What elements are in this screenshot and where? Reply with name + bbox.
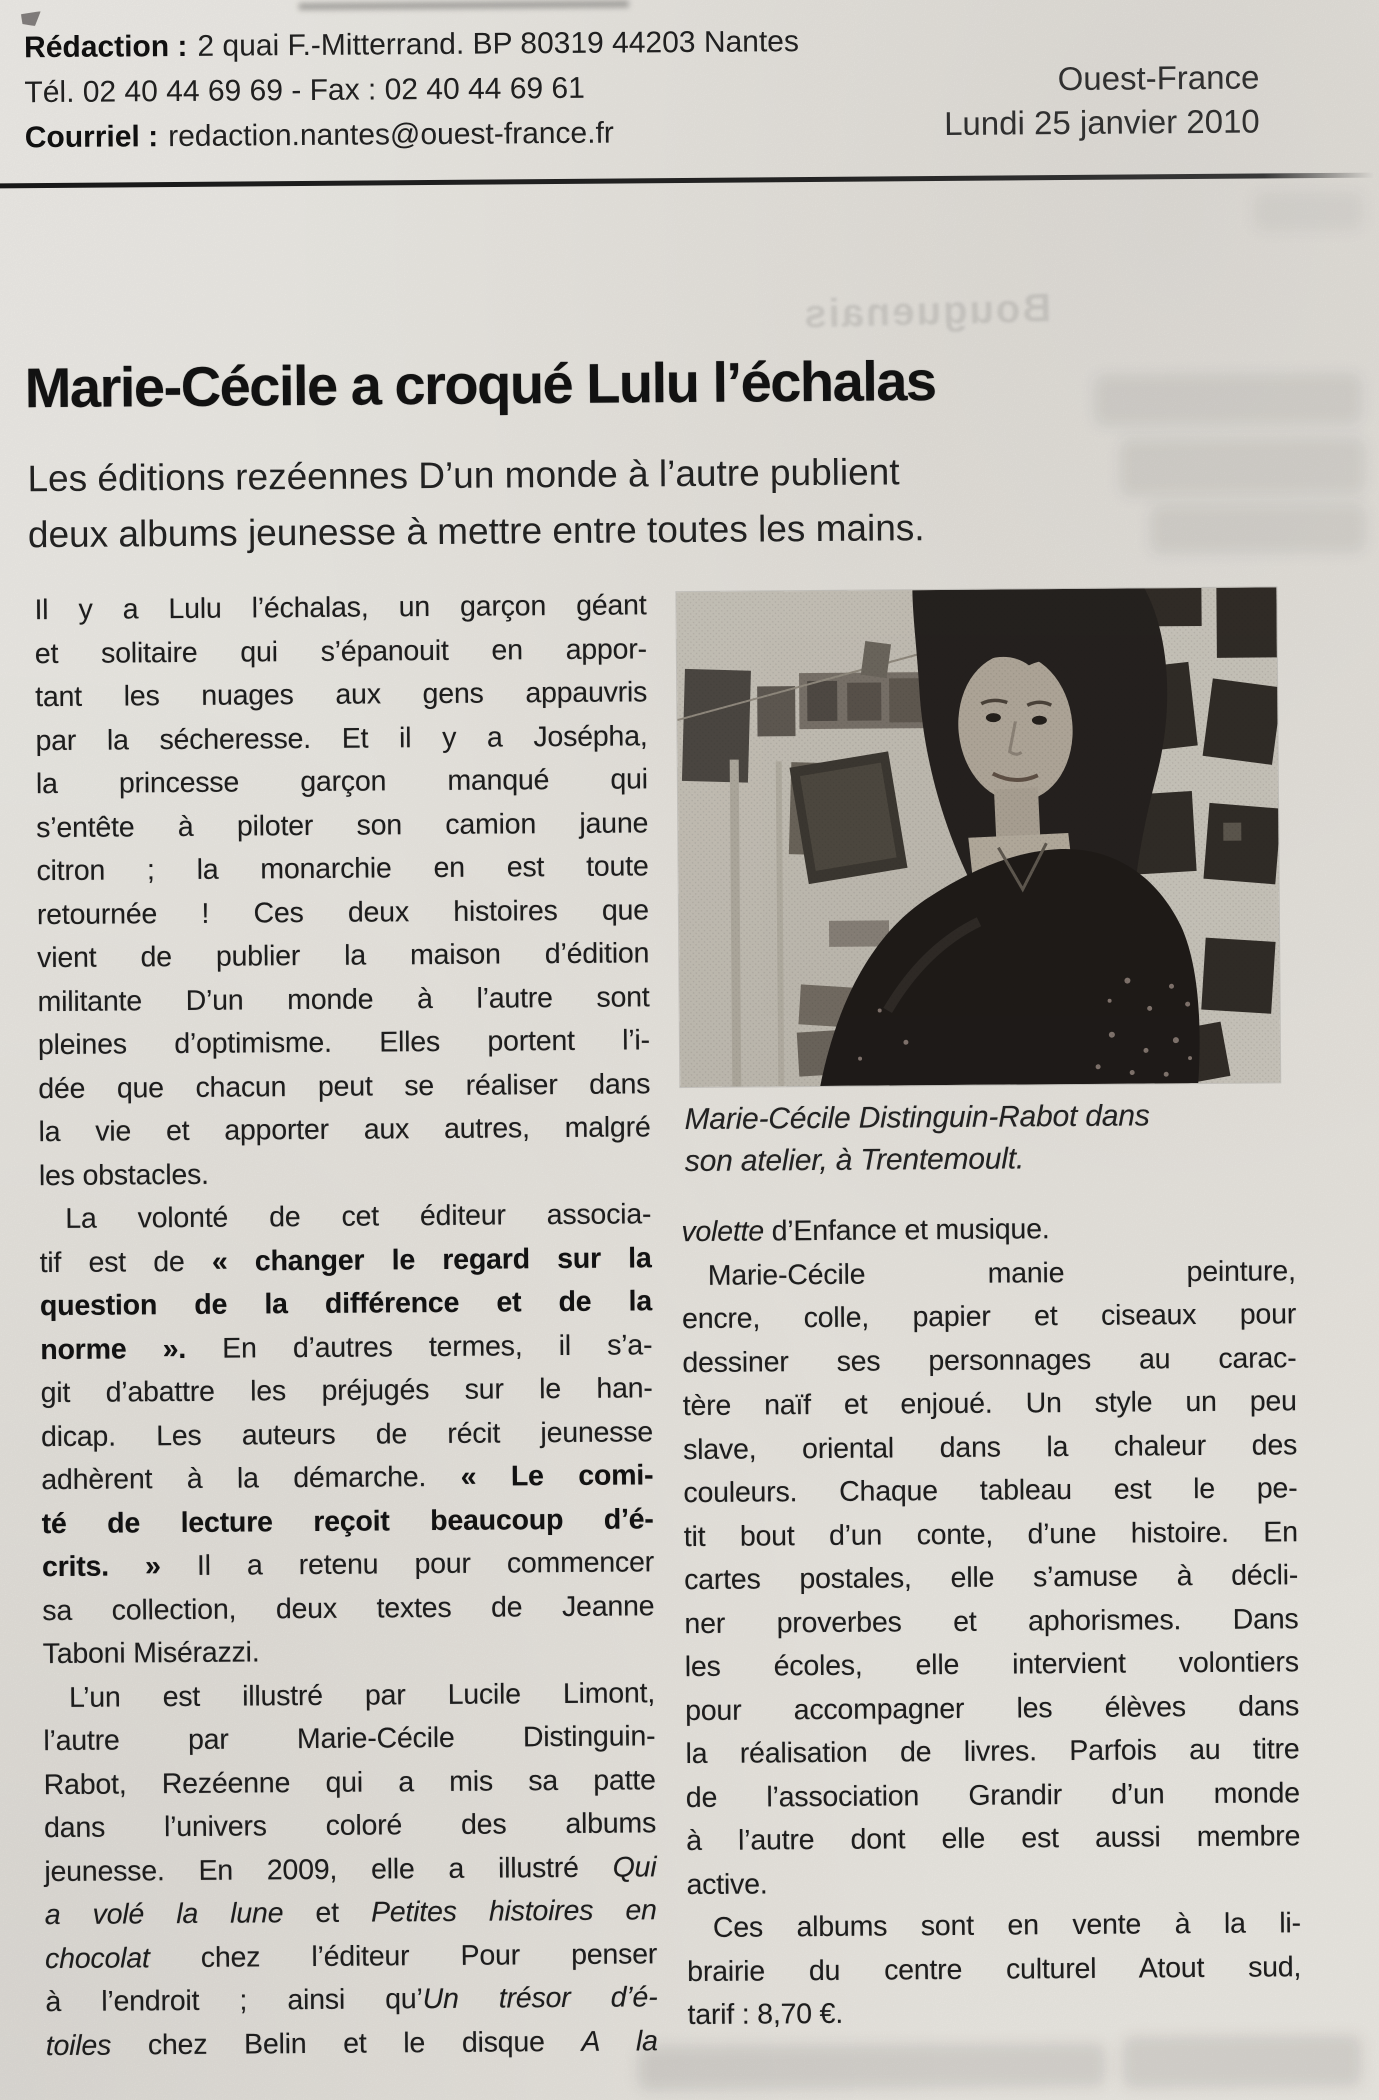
text-run: pour accompagner les élèves dans [685, 1689, 1300, 1727]
text-run: toiles [45, 2029, 112, 2062]
redaction-label: Rédaction : [23, 29, 188, 65]
text-line [682, 1250, 1296, 1298]
subhead-line: Les éditions rezéennes D’un monde à l’autre publient [27, 451, 900, 500]
text-run: Qui [612, 1850, 657, 1884]
text-line [44, 1802, 656, 1850]
text-run: active. [686, 1867, 768, 1901]
ghost-showthrough-blob [1150, 503, 1366, 555]
ghost-showthrough-blob [1119, 437, 1365, 497]
divider-rule [0, 173, 1374, 189]
text-run: retournée ! Ces deux histoires que [36, 893, 650, 931]
text-line [684, 1511, 1298, 1559]
scan-smudge [299, 0, 629, 10]
text-run: Ces albums sont en vente à la li- [712, 1907, 1301, 1944]
photo-caption [684, 1094, 1295, 1183]
text-line [40, 1280, 652, 1328]
text-line [687, 1902, 1301, 1950]
text-run: la réalisation de livres. Parfois au titre [685, 1733, 1300, 1771]
text-run: adhèrent à la démarche. [41, 1460, 461, 1497]
text-run: la vie et apporter aux autres, malgré [38, 1111, 651, 1149]
text-run: à l’endroit ; ainsi qu’ [45, 1983, 423, 2019]
caption-line: Marie-Cécile Distinguin-Rabot dans [684, 1099, 1150, 1137]
text-line [39, 1193, 651, 1241]
text-run: volette [681, 1215, 765, 1249]
article-paragraph [34, 584, 651, 1198]
text-run: vient de publier la maison d’édition [37, 937, 650, 975]
article-paragraph [43, 1672, 658, 2068]
text-run: chocolat [44, 1941, 150, 1975]
text-run: crits. » [41, 1550, 161, 1584]
text-run: par la sécheresse. Et il y a Josépha, [35, 719, 648, 757]
text-line [686, 1815, 1300, 1863]
text-run: Taboni Misérazzi. [42, 1636, 260, 1671]
ghost-showthrough-text: Bouguenais [801, 286, 1052, 337]
article-paragraph [687, 1902, 1302, 2037]
text-run: git d’abattre les préjugés sur le han- [40, 1372, 653, 1410]
text-line [45, 1889, 657, 1937]
text-run: A la [581, 2024, 658, 2058]
text-line [45, 1933, 657, 1981]
photo-illustration [676, 587, 1280, 1087]
text-run: pleines d’optimisme. Elles portent l’i- [37, 1024, 651, 1062]
ghost-showthrough-blob [1122, 2035, 1362, 2089]
text-line [683, 1424, 1297, 1472]
scan-corner-mark [21, 11, 41, 26]
text-line [35, 628, 647, 676]
text-run: La volonté de cet éditeur associa- [65, 1198, 652, 1235]
caption-line: son atelier, à Trentemoult. [684, 1142, 1025, 1179]
text-line [685, 1685, 1299, 1733]
text-line [37, 932, 649, 980]
text-line [685, 1641, 1299, 1689]
phone-fax-line: Tél. 02 40 44 69 69 - Fax : 02 40 44 69 61 [24, 71, 585, 110]
text-line [686, 1859, 1300, 1907]
text-line [39, 1237, 651, 1285]
article-headline: Marie-Cécile a croqué Lulu l’échalas [24, 349, 936, 420]
article-subhead [27, 444, 925, 563]
text-run: Rabot, Rezéenne qui a mis sa patte [43, 1763, 656, 1801]
text-run: ner proverbes et aphorismes. Dans [684, 1602, 1299, 1640]
email-line [25, 109, 800, 160]
text-run: la princesse garçon manqué qui [35, 763, 648, 801]
text-run: L’un est illustré par Lucile Limont, [68, 1676, 656, 1714]
text-run: militante D’un monde à l’autre sont [37, 980, 650, 1018]
text-line [687, 1989, 1301, 2037]
text-run: Il y a Lulu l’échalas, un garçon géant [34, 589, 647, 627]
text-line [682, 1337, 1296, 1385]
text-run: cartes postales, elle s’amuse à décli- [684, 1559, 1299, 1597]
text-run: « Le comi- [460, 1459, 654, 1493]
text-run: chez l’éditeur Pour penser [149, 1937, 658, 1974]
text-run: tère naïf et enjoué. Un style un peu [682, 1385, 1297, 1423]
text-line [685, 1728, 1299, 1776]
ghost-showthrough-blob [1253, 191, 1363, 232]
text-line [686, 1772, 1300, 1820]
text-line [35, 715, 647, 763]
subhead-line: deux albums jeunesse à mettre entre toutes les mains. [27, 507, 925, 556]
article-paragraph [681, 1206, 1295, 1254]
text-run: slave, oriental dans la chaleur des [682, 1428, 1298, 1466]
redaction-address: 2 quai F.-Mitterrand. BP 80319 44203 Nantes [197, 25, 800, 63]
text-line [36, 802, 648, 850]
text-line [36, 758, 648, 806]
text-run: jeunesse. En 2009, elle a illustré [44, 1851, 613, 1888]
text-line [43, 1715, 655, 1763]
text-line [683, 1467, 1297, 1515]
article-photo [676, 587, 1280, 1087]
text-run: dessiner ses personnages au carac- [682, 1341, 1297, 1379]
text-run: l’autre par Marie-Cécile Distinguin- [43, 1720, 656, 1758]
courriel-label: Courriel : [24, 120, 159, 155]
text-line [45, 1976, 657, 2024]
text-line [38, 1106, 650, 1154]
text-line [40, 1367, 652, 1415]
text-run: chez Belin et le disque [110, 2025, 582, 2062]
text-line [39, 1150, 651, 1198]
text-run: Petites histoires en [370, 1894, 657, 1929]
ghost-showthrough-blob [1094, 373, 1362, 427]
text-line [34, 584, 646, 632]
text-line [684, 1598, 1298, 1646]
text-line [38, 1063, 650, 1111]
article-paragraph [682, 1250, 1301, 1907]
text-run: d’Enfance et musique. [763, 1213, 1050, 1248]
text-line [37, 889, 649, 937]
text-line [41, 1411, 653, 1459]
text-line [38, 1019, 650, 1067]
courriel-address: redaction.nantes@ouest-france.fr [168, 116, 614, 154]
text-line [37, 976, 649, 1024]
text-run: s’entête à piloter son camion jaune [36, 806, 649, 844]
text-run: couleurs. Chaque tableau est le pe- [683, 1472, 1298, 1510]
redaction-line [24, 19, 799, 70]
text-line [46, 2020, 658, 2068]
text-line [42, 1585, 654, 1633]
text-run: a volé la lune [44, 1897, 284, 1932]
text-line [682, 1293, 1296, 1341]
text-line [43, 1672, 655, 1720]
text-run: dans l’univers coloré des albums [43, 1807, 657, 1845]
text-line [42, 1541, 654, 1589]
text-run: citron ; la monarchie en est toute [36, 850, 649, 888]
text-line [683, 1380, 1297, 1428]
text-run: Il a retenu pour commencer [160, 1546, 655, 1583]
text-line [44, 1846, 656, 1894]
text-run: té de lecture reçoit beaucoup d’é- [41, 1502, 654, 1540]
text-run: En d’autres termes, il s’a- [185, 1328, 653, 1365]
text-line [44, 1759, 656, 1807]
text-run: les écoles, elle intervient volontiers [684, 1646, 1299, 1684]
masthead-contact [24, 19, 800, 160]
text-run: dicap. Les auteurs de récit jeunesse [40, 1415, 654, 1453]
text-run: de l’association Grandir d’un monde [685, 1776, 1300, 1814]
text-run: tant les nuages aux gens appauvris [35, 676, 648, 714]
text-run: tarif : 8,70 €. [687, 1997, 844, 2032]
text-line [36, 845, 648, 893]
ghost-showthrough-blob [638, 2043, 1106, 2091]
issue-date: Lundi 25 janvier 2010 [943, 102, 1260, 142]
article-column-right [676, 579, 1301, 2037]
article-paragraph [39, 1193, 655, 1676]
text-line [684, 1554, 1298, 1602]
text-run: tif est de [39, 1245, 213, 1279]
text-run: sa collection, deux textes de Jeanne [42, 1589, 655, 1627]
newspaper-name: Ouest-France [1057, 58, 1260, 98]
edition-info [944, 56, 1260, 146]
article-column-left [34, 584, 658, 2068]
text-run: à l’autre dont elle est aussi membre [686, 1820, 1301, 1858]
text-line [35, 671, 647, 719]
text-line [41, 1454, 653, 1502]
text-run: norme ». [40, 1332, 187, 1366]
text-run: question de la différence et de la [39, 1285, 653, 1323]
text-line [681, 1206, 1295, 1254]
text-run: Un trésor d’é- [422, 1981, 658, 2016]
text-line [687, 1946, 1301, 1994]
text-run: Marie-Cécile manie peinture, [707, 1254, 1296, 1292]
text-run: dée que chacun peut se réaliser dans [38, 1067, 651, 1105]
text-line [40, 1324, 652, 1372]
text-run: « changer le regard sur la [211, 1241, 652, 1278]
text-run: tit bout d’un conte, d’une histoire. En [683, 1515, 1298, 1553]
text-run: les obstacles. [38, 1158, 209, 1192]
text-run: brairie du centre culturel Atout sud, [687, 1950, 1302, 1988]
text-run: et [283, 1896, 372, 1930]
text-line [43, 1628, 655, 1676]
text-run: encre, colle, papier et ciseaux pour [681, 1298, 1297, 1336]
text-run: et solitaire qui s’épanouit en appor- [34, 632, 647, 670]
text-line [42, 1498, 654, 1546]
